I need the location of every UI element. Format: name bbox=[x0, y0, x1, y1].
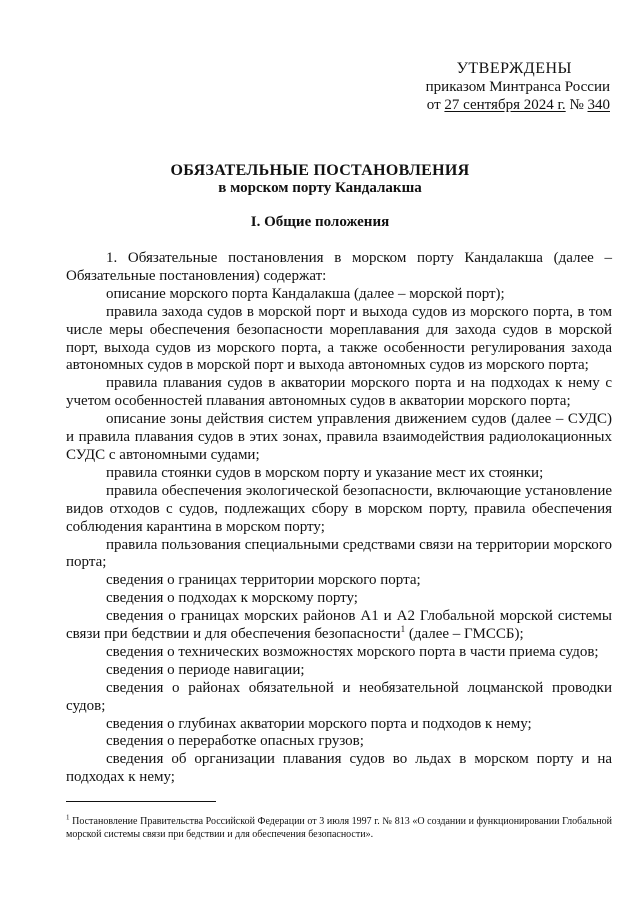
approval-order: приказом Минтранса России bbox=[425, 79, 610, 95]
paragraph: правила обеспечения экологической безопасности, включающие установление видов отходов с судов, подлежащих сбору в морском порту, правила обеспечения соблюдения карантина в морском порту; bbox=[66, 482, 612, 535]
approval-date-prefix: от bbox=[426, 97, 445, 113]
approval-date-line bbox=[426, 96, 610, 114]
footnote-divider bbox=[66, 801, 216, 802]
gmdss-text: сведения о границах морских районов А1 и А2 Глобальной морской системы связи при бедствии и для обеспечения безопасности bbox=[66, 608, 612, 643]
paragraph: сведения о переработке опасных грузов; bbox=[106, 733, 364, 750]
paragraph: сведения о технических возможностях морского порта в части приема судов; bbox=[106, 643, 599, 660]
paragraph: правила плавания судов в акватории морского порта и на подходах к нему с учетом особенностей плавания автономных судов в акватории морского порта; bbox=[66, 375, 612, 410]
paragraph: сведения о периоде навигации; bbox=[106, 661, 305, 678]
paragraph: правила стоянки судов в морском порту и указание мест их стоянки; bbox=[106, 464, 544, 481]
paragraph: правила захода судов в морской порт и выхода судов из морского порта, в том числе меры обеспечения безопасности мореплавания для захода судов в морской порт, выхода судов из морского порта, а также особенности регулирования захода автономных судов в морской порт и выхода автономных судов из морского порта; bbox=[66, 303, 612, 374]
paragraph: описание морского порта Кандалакша (далее – морской порт); bbox=[106, 285, 505, 302]
paragraph: сведения о районах обязательной и необязательной лоцманской проводки судов; bbox=[66, 679, 612, 714]
paragraph: сведения о глубинах акватории морского порта и подходов к нему; bbox=[106, 715, 532, 732]
paragraph: 1. Обязательные постановления в морском порту Кандалакша (далее – Обязательные постановления) содержат: bbox=[66, 250, 612, 284]
approval-heading: УТВЕРЖДЕНЫ bbox=[456, 60, 572, 77]
approval-number: 340 bbox=[587, 97, 610, 113]
gmdss-text-end: (далее – ГМССБ); bbox=[405, 626, 524, 643]
approval-date: 27 сентября 2024 г. bbox=[444, 97, 566, 113]
document-title: ОБЯЗАТЕЛЬНЫЕ ПОСТАНОВЛЕНИЯ bbox=[170, 162, 470, 179]
footnote-mark: 1 bbox=[66, 813, 70, 822]
approval-number-sign: № bbox=[565, 97, 588, 113]
paragraph: сведения об организации плавания судов во льдах в морском порту и на подходах к нему; bbox=[66, 751, 612, 786]
footnote bbox=[66, 815, 612, 841]
section-heading: I. Общие положения bbox=[250, 214, 390, 230]
paragraph: правила пользования специальными средствами связи на территории морского порта; bbox=[66, 536, 612, 571]
paragraph: сведения о границах территории морского порта; bbox=[106, 572, 421, 589]
approval-stamp bbox=[426, 60, 610, 114]
paragraph: описание зоны действия систем управления движением судов (далее – СУДС) и правила плавания судов в этих зонах, правила взаимодействия радиолокационных СУДС с автономными судами; bbox=[66, 411, 612, 463]
document-subtitle: в морском порту Кандалакша bbox=[218, 180, 422, 196]
paragraph-gmdss bbox=[66, 608, 612, 644]
footnote-text: Постановление Правительства Российской Федерации от 3 июля 1997 г. № 813 «О создании и функционировании Глобальной морской системы связи при бедствии и для обеспечения безопасности». bbox=[66, 816, 612, 840]
paragraph: сведения о подходах к морскому порту; bbox=[106, 590, 358, 607]
footnote-reference: 1 bbox=[400, 624, 406, 635]
document-body bbox=[66, 250, 612, 787]
